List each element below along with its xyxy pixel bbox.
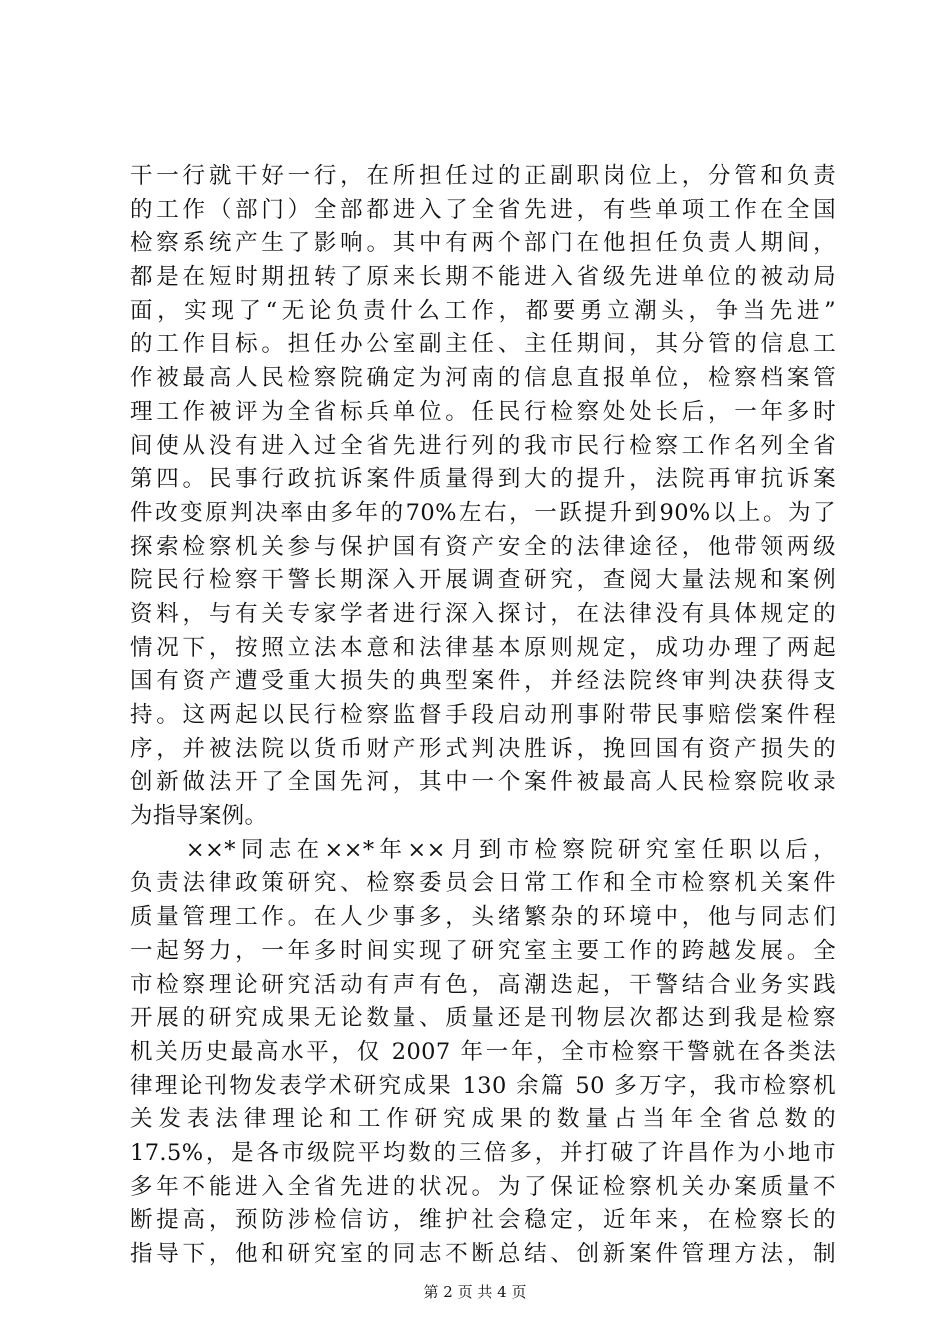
text-line: 多年不能进入全省先进的状况。为了保证检察机关办案质量不 — [130, 1173, 836, 1200]
text-line: 检察系统产生了影响。其中有两个部门在他担任负责人期间， — [130, 230, 836, 257]
page-number-label: 第 2 页 共 4 页 — [423, 1283, 527, 1301]
text-line: 面，实现了“无论负责什么工作，都要勇立潮头，争当先进” — [130, 297, 836, 324]
text-line: 质量管理工作。在人少事多，头绪繁杂的环境中，他与同志们 — [130, 904, 836, 931]
text-line: 律理论刊物发表学术研究成果 130 余篇 50 多万字，我市检察机 — [130, 1072, 836, 1099]
text-line: 机关历史最高水平，仅 2007 年一年，全市检察干警就在各类法 — [130, 1038, 836, 1065]
document-body — [130, 160, 836, 1272]
page-footer — [0, 1282, 950, 1302]
text-line: 情况下，按照立法本意和法律基本原则规定，成功办理了两起 — [130, 634, 836, 661]
text-line: 资料，与有关专家学者进行深入探讨，在法律没有具体规定的 — [130, 600, 836, 627]
text-line: 指导下，他和研究室的同志不断总结、创新案件管理方法，制 — [130, 1241, 836, 1267]
text-line: 间使从没有进入过全省先进行列的我市民行检察工作名列全省 — [130, 432, 836, 459]
text-line: 的工作（部门）全部都进入了全省先进，有些单项工作在全国 — [130, 196, 836, 223]
text-line: 作被最高人民检察院确定为河南的信息直报单位，检察档案管 — [130, 365, 836, 392]
text-line: 国有资产遭受重大损失的典型案件，并经法院终审判决获得支 — [130, 668, 836, 695]
text-line: 件改变原判决率由多年的70%左右，一跃提升到90%以上。为了 — [130, 499, 836, 526]
text-line: 探索检察机关参与保护国有资产安全的法律途径，他带领两级 — [130, 533, 836, 560]
text-line: ××*同志在××*年××月到市检察院研究室任职以后， — [130, 836, 836, 863]
text-line: 都是在短时期扭转了原来长期不能进入省级先进单位的被动局 — [130, 264, 836, 291]
text-line: 第四。民事行政抗诉案件质量得到大的提升，法院再审抗诉案 — [130, 466, 836, 493]
text-line: 序，并被法院以货币财产形式判决胜诉，挽回国有资产损失的 — [130, 735, 836, 762]
text-line: 持。这两起以民行检察监督手段启动刑事附带民事赔偿案件程 — [130, 702, 836, 728]
text-line: 为指导案例。 — [130, 803, 268, 830]
text-line: 断提高，预防涉检信访，维护社会稳定，近年来，在检察长的 — [130, 1207, 836, 1234]
text-line: 17.5%，是各市级院平均数的三倍多，并打破了许昌作为小地市 — [130, 1139, 836, 1166]
text-line: 关发表法律理论和工作研究成果的数量占当年全省总数的 — [130, 1106, 836, 1133]
text-line: 干一行就干好一行，在所担任过的正副职岗位上，分管和负责 — [130, 163, 836, 189]
paragraph-1 — [130, 160, 836, 834]
paragraph-2 — [130, 834, 836, 1272]
text-line: 负责法律政策研究、检察委员会日常工作和全市检察机关案件 — [130, 870, 836, 897]
text-line: 创新做法开了全国先河，其中一个案件被最高人民检察院收录 — [130, 769, 836, 796]
text-line: 院民行检察干警长期深入开展调查研究，查阅大量法规和案例 — [130, 567, 836, 594]
text-line: 理工作被评为全省标兵单位。任民行检察处处长后，一年多时 — [130, 398, 836, 425]
text-line: 一起努力，一年多时间实现了研究室主要工作的跨越发展。全 — [130, 937, 836, 964]
text-line: 市检察理论研究活动有声有色，高潮迭起，干警结合业务实践 — [130, 971, 836, 998]
text-line: 开展的研究成果无论数量、质量还是刊物层次都达到我是检察 — [130, 1005, 836, 1032]
text-line: 的工作目标。担任办公室副主任、主任期间，其分管的信息工 — [130, 331, 836, 358]
